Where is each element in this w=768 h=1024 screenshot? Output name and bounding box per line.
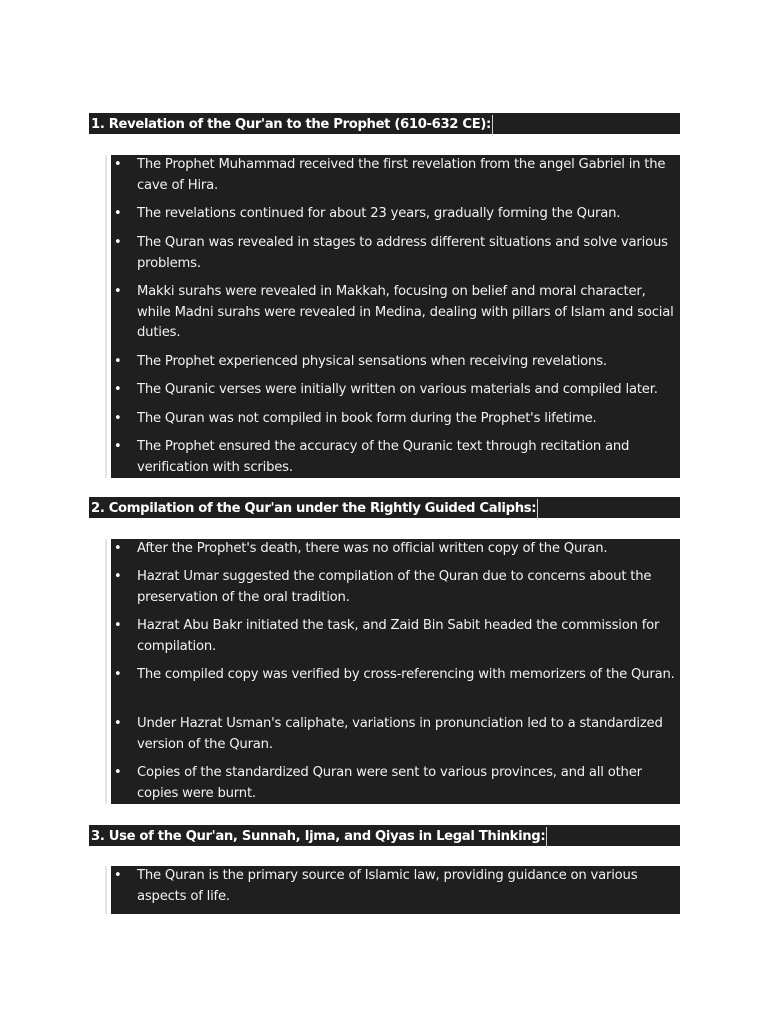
section-3-list (105, 866, 680, 914)
bullet-icon: • (114, 868, 122, 883)
section-1-list (105, 155, 680, 478)
section-3-heading (89, 825, 680, 846)
list-item: • Copies of the standardized Quran were sent to various provinces, and all other copies were burnt. (114, 765, 642, 801)
bullet-icon: • (114, 382, 122, 397)
section-1-heading (89, 113, 680, 134)
list-item: • The Quran was not compiled in book form during the Prophet's lifetime. (111, 409, 680, 437)
bullet-icon: • (114, 354, 122, 369)
section-2-heading-text: 2. Compilation of the Qur'an under the Rightly Guided Caliphs: (89, 499, 538, 520)
bullet-icon: • (114, 284, 122, 299)
bullet-icon: • (114, 206, 122, 221)
bullet-icon: • (114, 765, 122, 780)
bullet-icon: • (114, 716, 122, 731)
bullet-icon: • (114, 569, 122, 584)
list-item: • The Prophet experienced physical sensations when receiving revelations. (111, 352, 680, 380)
list-item: • The Quran is the primary source of Islamic law, providing guidance on various aspects of life. (114, 868, 638, 904)
bullet-icon: • (114, 667, 122, 682)
section-2-heading (89, 497, 680, 518)
section-3-heading-text: 3. Use of the Qur'an, Sunnah, Ijma, and Qiyas in Legal Thinking: (89, 827, 547, 848)
list-item: • After the Prophet's death, there was no official written copy of the Quran. (111, 539, 680, 567)
list-item: • The Quran was revealed in stages to address different situations and solve various problems. (114, 235, 668, 271)
list-item: • The compiled copy was verified by cross-referencing with memorizers of the Quran. (111, 665, 680, 714)
list-item: • Under Hazrat Usman's caliphate, variations in pronunciation led to a standardized version of the Quran. (114, 716, 663, 752)
list-item: • The revelations continued for about 23 years, gradually forming the Quran. (111, 204, 680, 233)
bullet-icon: • (114, 541, 122, 556)
list-item: • Hazrat Umar suggested the compilation of the Quran due to concerns about the preservation of the oral tradition. (114, 569, 652, 605)
list-item: • The Quranic verses were initially written on various materials and compiled later. (111, 380, 680, 409)
list-item: • Makki surahs were revealed in Makkah, focusing on belief and moral character, while Madni surahs were revealed in Medina, dealing with pillars of Islam and social duties. (114, 284, 674, 340)
bullet-icon: • (114, 439, 122, 454)
section-2-list (105, 539, 680, 804)
bullet-icon: • (114, 411, 122, 426)
bullet-icon: • (114, 618, 122, 633)
section-1-heading-text: 1. Revelation of the Qur'an to the Prophet (610-632 CE): (89, 115, 493, 136)
list-item: • The Prophet Muhammad received the first revelation from the angel Gabriel in the cave of Hira. (114, 157, 666, 193)
bullet-icon: • (114, 157, 122, 172)
bullet-icon: • (114, 235, 122, 250)
list-item: • Hazrat Abu Bakr initiated the task, and Zaid Bin Sabit headed the commission for compilation. (114, 618, 660, 654)
list-item: • The Prophet ensured the accuracy of the Quranic text through recitation and verification with scribes. (114, 439, 630, 475)
